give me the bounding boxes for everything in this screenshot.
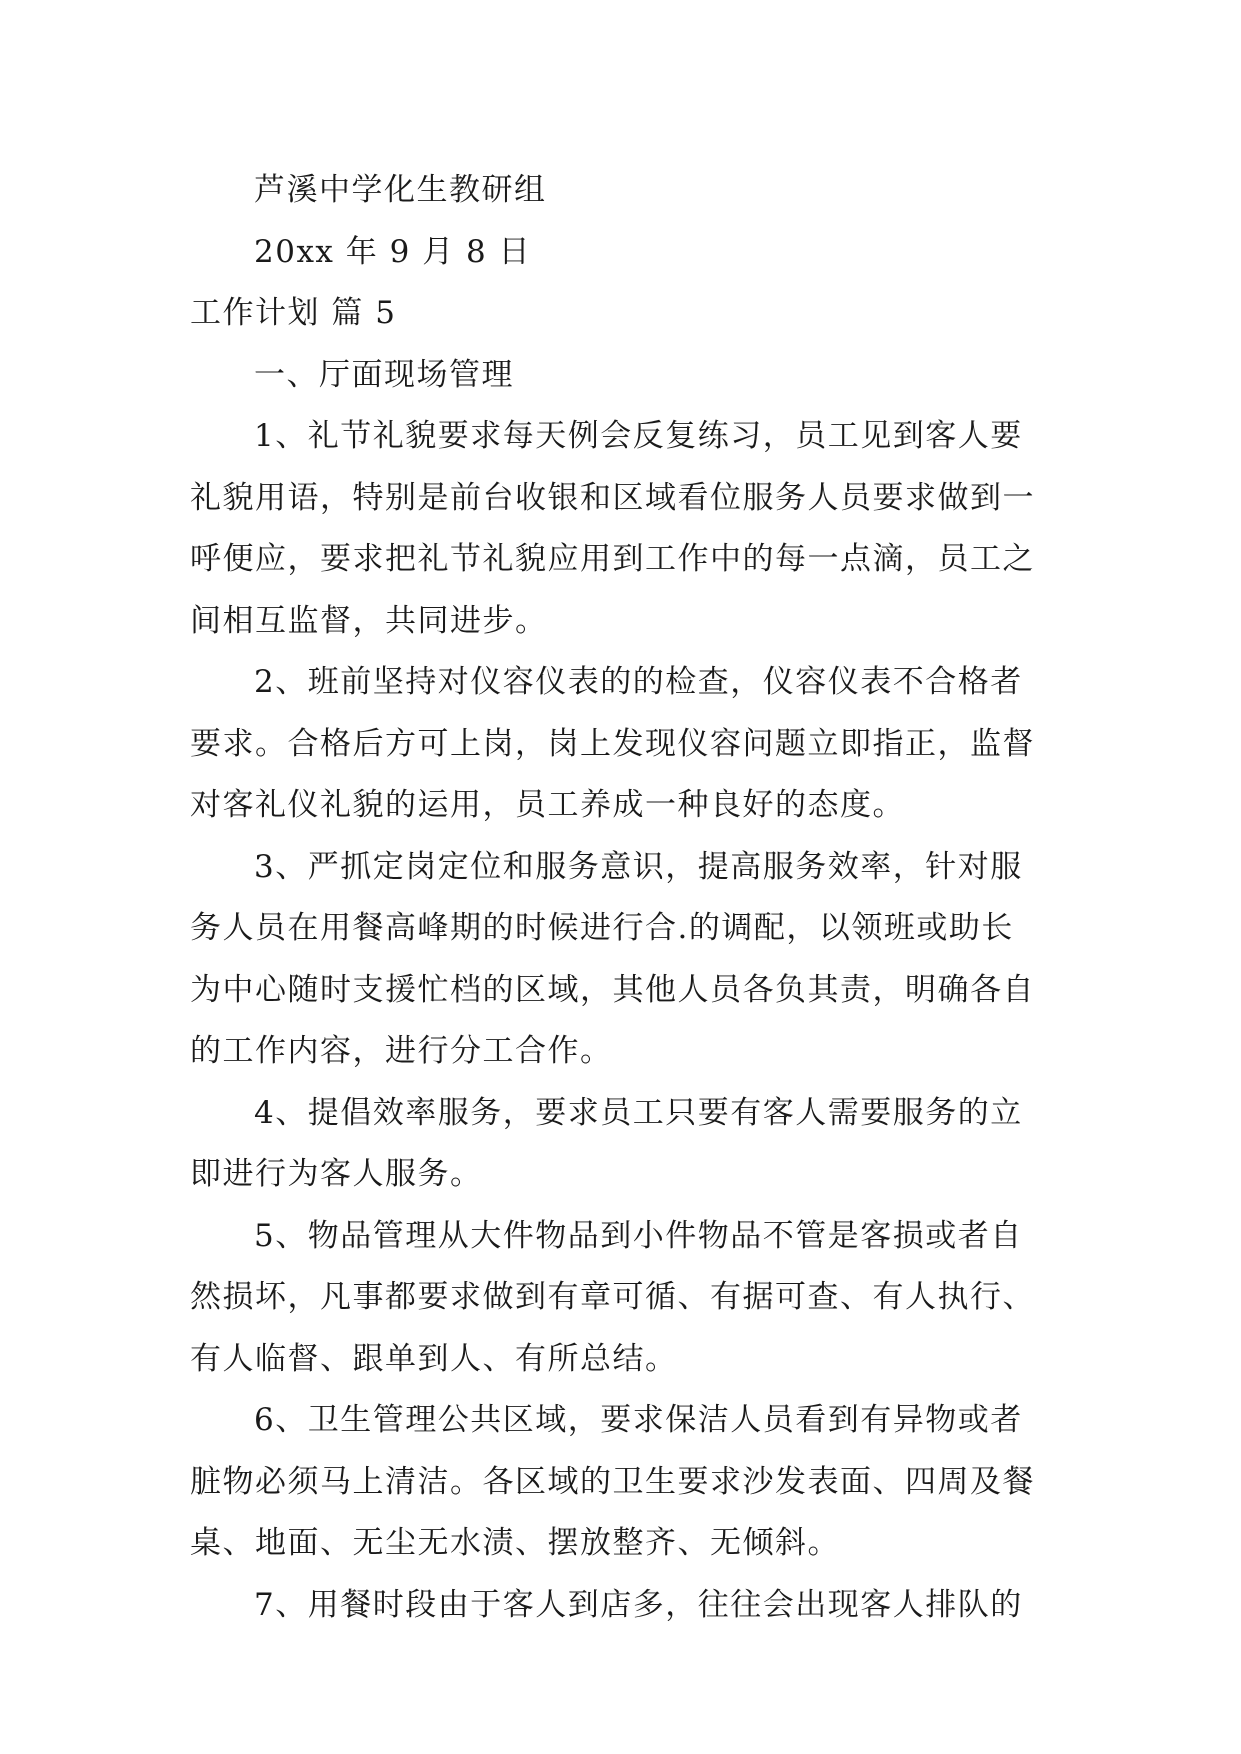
paragraph-7 <box>190 1575 1050 1637</box>
paragraph-line: 脏物必须马上清洁。各区域的卫生要求沙发表面、四周及餐 <box>190 1463 1035 1500</box>
paragraph-line: 5、物品管理从大件物品到小件物品不管是客损或者自 <box>254 1217 1023 1254</box>
paragraph-3 <box>190 837 1050 1083</box>
paragraph-line: 7、用餐时段由于客人到店多，往往会出现客人排队的 <box>254 1586 1023 1623</box>
document-body <box>190 160 1050 1636</box>
paragraph-line: 4、提倡效率服务，要求员工只要有客人需要服务的立 <box>254 1094 1023 1131</box>
paragraph-line: 桌、地面、无尘无水渍、摆放整齐、无倾斜。 <box>190 1525 840 1561</box>
paragraph-2 <box>190 652 1050 837</box>
paragraph-line: 然损坏，凡事都要求做到有章可循、有据可查、有人执行、 <box>190 1279 1035 1315</box>
paragraph-line: 即进行为客人服务。 <box>190 1156 483 1192</box>
paragraph-line: 对客礼仪礼貌的运用，员工养成一种良好的态度。 <box>190 787 905 823</box>
paragraph-1 <box>190 406 1050 652</box>
paragraph-line: 的工作内容，进行分工合作。 <box>190 1033 613 1069</box>
paragraph-line: 为中心随时支援忙档的区域，其他人员各负其责，明确各自 <box>190 971 1035 1008</box>
paragraph-line: 有人临督、跟单到人、有所总结。 <box>190 1340 678 1377</box>
paragraph-line: 2、班前坚持对仪容仪表的的检查，仪容仪表不合格者 <box>254 664 1023 700</box>
paragraph-4 <box>190 1083 1050 1206</box>
paragraph-6 <box>190 1390 1050 1575</box>
section-heading: 一、厅面现场管理 <box>254 356 514 393</box>
signature-date: 20xx 年 9 月 8 日 <box>254 233 532 270</box>
paragraph-line: 呼便应，要求把礼节礼貌应用到工作中的每一点滴，员工之 <box>190 541 1035 577</box>
section-title: 工作计划 篇 5 <box>190 295 397 331</box>
paragraph-line: 3、严抓定岗定位和服务意识，提高服务效率，针对服 <box>254 848 1023 885</box>
paragraph-line: 礼貌用语，特别是前台收银和区域看位服务人员要求做到一 <box>190 479 1035 516</box>
paragraph-line: 6、卫生管理公共区域，要求保洁人员看到有异物或者 <box>254 1402 1023 1438</box>
paragraph-line: 1、礼节礼貌要求每天例会反复练习，员工见到客人要 <box>254 418 1023 454</box>
paragraph-line: 间相互监督，共同进步。 <box>190 602 548 639</box>
paragraph-line: 务人员在用餐高峰期的时候进行合.的调配，以领班或助长 <box>190 910 1014 946</box>
signature-organization: 芦溪中学化生教研组 <box>254 172 547 208</box>
paragraph-5 <box>190 1206 1050 1391</box>
paragraph-line: 要求。合格后方可上岗，岗上发现仪容问题立即指正，监督 <box>190 725 1035 762</box>
